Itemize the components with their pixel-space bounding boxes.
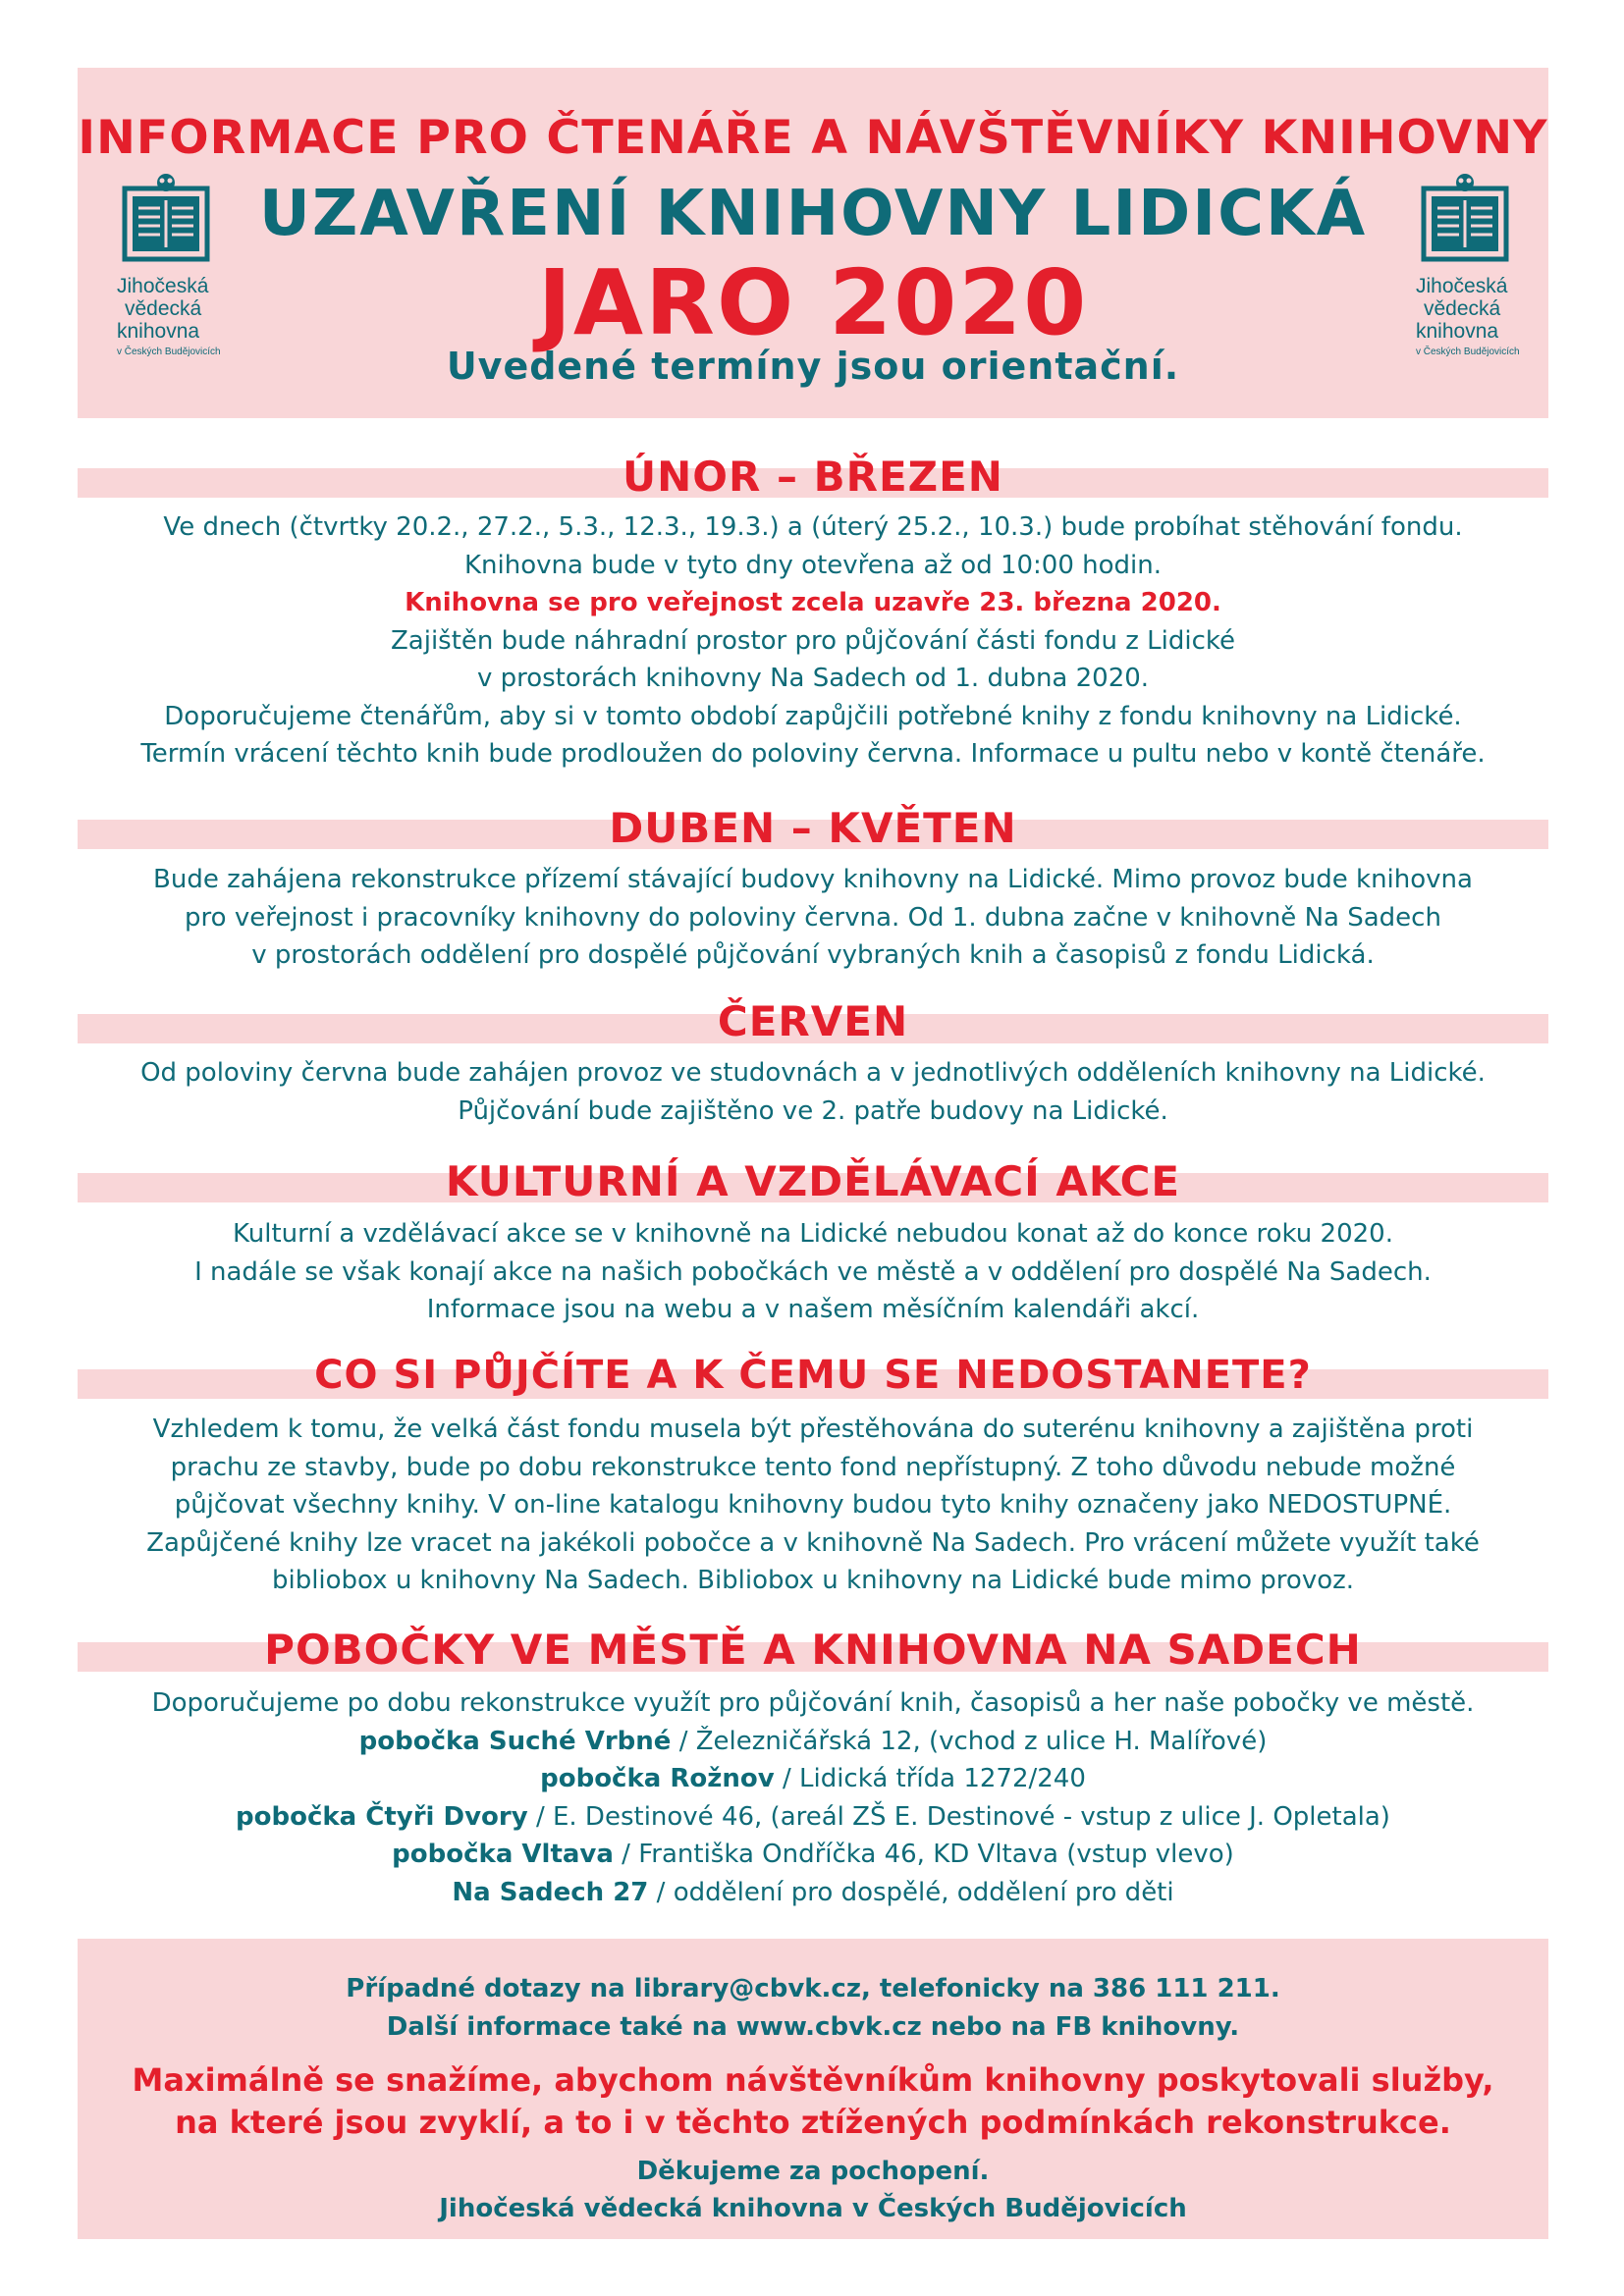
header-panel: [78, 68, 1548, 418]
section-title-pobocky: POBOČKY VE MĚSTĚ A KNIHOVNA NA SADECH: [264, 1626, 1362, 1674]
text-line: pro veřejnost i pracovníky knihovny do poloviny června. Od 1. dubna začne v knihovně Na Sadech: [185, 902, 1441, 933]
branch-item: [78, 1836, 1548, 1874]
text-line: půjčovat všechny knihy. V on-line katalogu knihovny budou tyto knihy označeny jako NEDOSTUPNÉ.: [174, 1490, 1452, 1520]
branch-address: / Františka Ondříčka 46, KD Vltava (vstup vlevo): [613, 1840, 1234, 1869]
section-title-duben: DUBEN – KVĚTEN: [609, 804, 1017, 852]
text-line: Doporučujeme čtenářům, aby si v tomto období zapůjčili potřebné knihy z fondu knihovny na Lidické.: [164, 701, 1462, 731]
section-text-pujcite: [78, 1411, 1548, 1600]
logo-name-line: vědecká: [1424, 297, 1501, 320]
footer-thanks: Děkujeme za pochopení.: [636, 2157, 990, 2186]
header-closure-title: UZAVŘENÍ KNIHOVNY LIDICKÁ: [258, 178, 1368, 250]
text-line: bibliobox u knihovny Na Sadech. Bibliobox u knihovny na Lidické bude mimo provoz.: [271, 1566, 1355, 1595]
branch-address: / Lidická třída 1272/240: [774, 1764, 1086, 1793]
branch-name: pobočka Suché Vrbné: [358, 1726, 672, 1756]
text-line: prachu ze stavby, bude po dobu rekonstrukce tento fond nepřístupný. Z toho důvodu nebude možné: [170, 1452, 1456, 1482]
logo-name-line: Jihočeská: [1416, 275, 1508, 297]
text-line: Termín vrácení těchto knih bude prodloužen do poloviny června. Informace u pultu nebo v kontě čtenáře.: [140, 739, 1486, 769]
section-title-pujcite: CO SI PŮJČÍTE A K ČEMU SE NEDOSTANETE?: [314, 1353, 1312, 1398]
library-book-icon: [117, 171, 215, 269]
header-note: Uvedené termíny jsou orientační.: [446, 345, 1180, 388]
text-line: Ve dnech (čtvrtky 20.2., 27.2., 5.3., 12.3., 19.3.) a (úterý 25.2., 10.3.) bude probíhat stěhování fondu.: [163, 512, 1463, 542]
branch-name: pobočka Vltava: [392, 1840, 614, 1869]
section-title-unor: ÚNOR – BŘEZEN: [623, 453, 1003, 501]
footer-signature: Jihočeská vědecká knihovna v Českých Budějovicích: [439, 2194, 1187, 2223]
footer-message-line: na které jsou zvyklí, a to i v těchto ztížených podmínkách rekonstrukce.: [175, 2104, 1451, 2141]
footer-info-line: Další informace také na www.cbvk.cz nebo na FB knihovny.: [386, 2012, 1240, 2042]
logo-name-line: knihovna: [1416, 320, 1499, 343]
branch-name: pobočka Čtyři Dvory: [236, 1801, 528, 1832]
logo-name-line: vědecká: [125, 297, 202, 320]
closure-notice: Knihovna se pro veřejnost zcela uzavře 23. března 2020.: [405, 588, 1221, 617]
text-line: Informace jsou na webu a v našem měsíčním kalendáři akcí.: [426, 1295, 1200, 1324]
section-text-unor: [78, 508, 1548, 774]
branch-item: [78, 1798, 1548, 1837]
logo-city: v Českých Budějovicích: [117, 347, 221, 357]
branch-address: / oddělení pro dospělé, oddělení pro děti: [648, 1877, 1174, 1907]
section-text-kultura: [78, 1215, 1548, 1329]
header-info-title: INFORMACE PRO ČTENÁŘE A NÁVŠTĚVNÍKY KNIHOVNY: [78, 111, 1548, 165]
header-season-title: JARO 2020: [537, 250, 1089, 355]
branch-address: / E. Destinové 46, (areál ZŠ E. Destinové - vstup z ulice J. Opletala): [527, 1801, 1390, 1832]
text-line: v prostorách oddělení pro dospělé půjčování vybraných knih a časopisů z fondu Lidická.: [251, 940, 1375, 970]
branch-item: [78, 1760, 1548, 1798]
text-line: I nadále se však konají akce na našich pobočkách ve městě a v oddělení pro dospělé Na Sadech.: [194, 1256, 1432, 1287]
logo-name-line: knihovna: [117, 320, 200, 343]
section-text-pobocky: [78, 1684, 1548, 1911]
text-line: Knihovna bude v tyto dny otevřena až od 10:00 hodin.: [463, 550, 1163, 580]
branch-name: pobočka Rožnov: [540, 1764, 775, 1793]
section-title-cerven: ČERVEN: [717, 997, 909, 1045]
branch-item: [78, 1723, 1548, 1761]
library-logo-left: [117, 171, 225, 377]
text-line: Bude zahájena rekonstrukce přízemí stávající budovy knihovny na Lidické. Mimo provoz bude knihovna: [153, 865, 1473, 894]
branch-name: Na Sadech 27: [452, 1877, 649, 1907]
text-line: v prostorách knihovny Na Sadech od 1. dubna 2020.: [476, 664, 1150, 693]
text-line: Zapůjčené knihy lze vracet na jakékoli pobočce a v knihovně Na Sadech. Pro vrácení můžete využít také: [146, 1527, 1480, 1558]
library-book-icon: [1416, 171, 1514, 269]
footer-contact-line: Případné dotazy na library@cbvk.cz, telefonicky na 386 111 211.: [346, 1974, 1280, 2003]
text-line: Zajištěn bude náhradní prostor pro půjčování části fondu z Lidické: [390, 625, 1236, 656]
section-text-duben: [78, 861, 1548, 975]
logo-city: v Českých Budějovicích: [1416, 347, 1520, 357]
branch-item: [78, 1874, 1548, 1912]
branch-address: / Železničářská 12, (vchod z ulice H. Malířové): [671, 1726, 1268, 1756]
text-line: Doporučujeme po dobu rekonstrukce využít pro půjčování knih, časopisů a her naše pobočky ve městě.: [151, 1688, 1475, 1718]
text-line: Vzhledem k tomu, že velká část fondu musela být přestěhována do suterénu knihovny a zajištěna proti: [152, 1415, 1474, 1444]
library-logo-right: [1416, 171, 1524, 377]
section-text-cerven: [78, 1054, 1548, 1130]
footer-panel: [78, 1939, 1548, 2239]
section-title-kultura: KULTURNÍ A VZDĚLÁVACÍ AKCE: [445, 1157, 1181, 1205]
text-line: Od poloviny června bude zahájen provoz ve studovnách a v jednotlivých odděleních knihovny na Lidické.: [140, 1058, 1486, 1088]
text-line: Kulturní a vzdělávací akce se v knihovně na Lidické nebudou konat až do konce roku 2020.: [233, 1219, 1393, 1249]
text-line: Půjčování bude zajištěno ve 2. patře budovy na Lidické.: [458, 1095, 1168, 1126]
logo-name-line: Jihočeská: [117, 275, 209, 297]
footer-message-line: Maximálně se snažíme, abychom návštěvníkům knihovny poskytovali služby,: [132, 2061, 1494, 2099]
